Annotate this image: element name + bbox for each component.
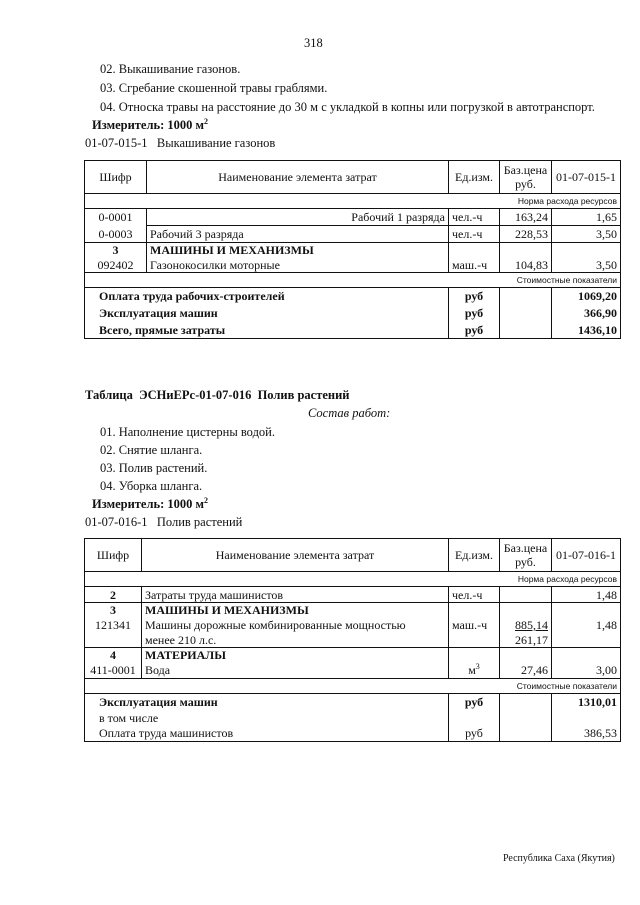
table-row: 0-0003 Рабочий 3 разряда чел.-ч 228,53 3,50: [85, 226, 621, 243]
table-row: 121341 Машины дорожные комбинированные мощностью маш.-ч 885,14 1,48: [85, 618, 621, 633]
table-row: 0-0001 Рабочий 1 разряда чел.-ч 163,24 1,65: [85, 209, 621, 226]
total-row: Эксплуатация машин руб 366,90: [85, 305, 621, 322]
work-item: 02. Выкашивание газонов.: [100, 62, 241, 76]
norm-item-title: 01-07-015-1 Выкашивание газонов: [85, 136, 276, 150]
table-row: 092402 Газонокосилки моторные маш.-ч 104,83 3,50: [85, 258, 621, 273]
norms-table-1: [84, 160, 621, 339]
col-header-unit: Ед.изм.: [449, 161, 500, 194]
cost-label: Стоимостные показатели: [85, 273, 621, 288]
measure-unit: Измеритель: 1000 $м^2$: [92, 495, 209, 511]
table-row: 2 Затраты труда машинистов чел.-ч 1,48: [85, 587, 621, 603]
norm-label: Норма расхода ресурсов: [85, 194, 621, 209]
section-row: 4 МАТЕРИАЛЫ: [85, 648, 621, 663]
page-number: 318: [304, 36, 323, 50]
section-row: 3 МАШИНЫ И МЕХАНИЗМЫ: [85, 243, 621, 258]
work-item: 01. Наполнение цистерны водой.: [100, 425, 275, 439]
col-header-unit: Ед.изм.: [449, 539, 500, 572]
work-item: 03. Полив растений.: [100, 461, 208, 475]
table-title: Таблица ЭСНиЕРс-01-07-016 Полив растений: [85, 388, 350, 402]
norm-label: Норма расхода ресурсов: [85, 572, 621, 587]
col-header-name: Наименование элемента затрат: [147, 161, 449, 194]
col-header-price: Баз.цена руб.: [500, 539, 552, 572]
footer-region: Республика Саха (Якутия): [503, 853, 615, 864]
work-item: 02. Снятие шланга.: [100, 443, 203, 457]
total-row: Всего, прямые затраты руб 1436,10: [85, 322, 621, 339]
work-item: 03. Сгребание скошенной травы граблями.: [100, 81, 328, 95]
col-header-price: Баз.цена руб.: [500, 161, 552, 194]
col-header-code: Шифр: [85, 539, 142, 572]
measure-unit: Измеритель: 1000 $м^2$: [92, 116, 209, 132]
total-row: Оплата труда машинистов руб 386,53: [85, 726, 621, 742]
cost-label: Стоимостные показатели: [85, 679, 621, 694]
norm-item-title: 01-07-016-1 Полив растений: [85, 515, 243, 529]
table-row: 411-0001 Вода $м^3$ 27,46 3,00: [85, 663, 621, 679]
section-row: 3 МАШИНЫ И МЕХАНИЗМЫ: [85, 603, 621, 618]
composition-label: Состав работ:: [308, 406, 391, 420]
total-row: в том числе: [85, 710, 621, 726]
norms-table-2: [84, 538, 621, 742]
col-header-norm: 01-07-015-1: [552, 161, 621, 194]
col-header-code: Шифр: [85, 161, 147, 194]
col-header-norm: 01-07-016-1: [552, 539, 621, 572]
total-row: Оплата труда рабочих-строителей руб 1069,20: [85, 288, 621, 305]
col-header-name: Наименование элемента затрат: [142, 539, 449, 572]
total-row: Эксплуатация машин руб 1310,01: [85, 694, 621, 710]
work-item: 04. Уборка шланга.: [100, 479, 203, 493]
work-item: 04. Относка травы на расстояние до 30 м с укладкой в копны или погрузкой в автотранспорт.: [100, 100, 595, 114]
table-row: менее 210 л.с. 261,17: [85, 633, 621, 648]
